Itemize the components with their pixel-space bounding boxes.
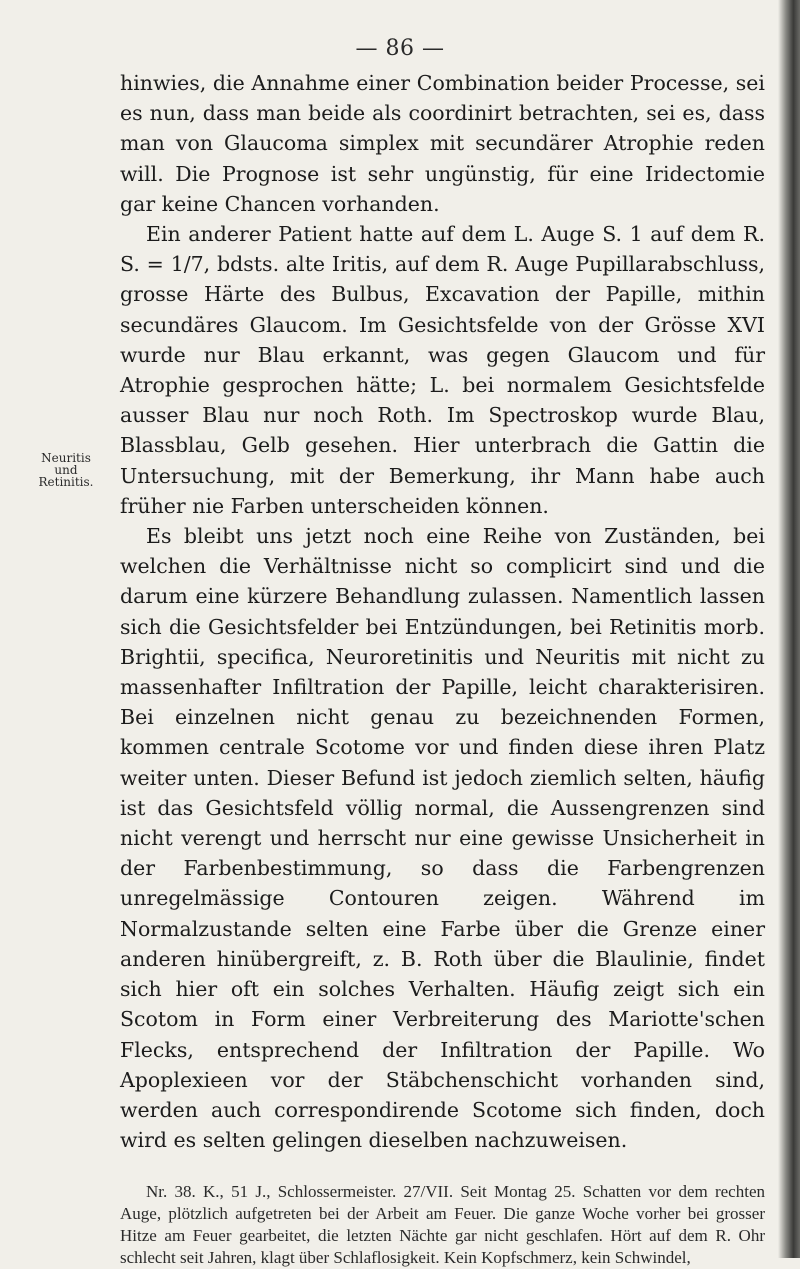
paragraph-1: hinwies, die Annahme einer Combination beider Processe, sei es nun, dass man beide als coordinirt betrachten, sei es, dass man von Glaucoma simplex mit secundärer Atrophie reden will. Die Prognose ist sehr ungünstig, für eine Iridectomie gar keine Chancen vorhanden. — [120, 71, 765, 216]
case-note: Nr. 38. K., 51 J., Schlossermeister. 27/VII. Seit Montag 25. Schatten vor dem rechten Auge, plötzlich aufgetreten bei der Arbeit am Feuer. Die ganze Woche vorher bei grosser Hitze am Feuer gearbeitet, die letzten Nächte gar nicht geschlafen. Hört auf dem R. Ohr schlecht seit Jahren, klagt über Schlaflosigkeit. Kein Kopfschmerz, kein Schwindel, — [120, 1182, 765, 1268]
paragraph-3: Es bleibt uns jetzt noch eine Reihe von Zuständen, bei welchen die Verhältnisse nicht so complicirt sind und die darum eine kürzere Behandlung zulassen. Namentlich lassen sich die Gesichtsfelder bei Entzündungen, bei Retinitis morb. Brightii, specifica, Neuroretinitis und Neuritis mit nicht zu massenhafter Infiltration der Papille, leicht charakterisiren. Bei einzelnen nicht genau zu bezeichnenden Formen, kommen centrale Scotome vor und finden diese ihren Platz weiter unten. Dieser Befund ist jedoch ziemlich selten, häufig ist das Gesichtsfeld völlig normal, die Aussengrenzen sind nicht verengt und herrscht nur eine gewisse Unsicherheit in der Farbenbestimmung, so dass die Farbengrenzen unregelmässige Contouren zeigen. Während im Normalzustande selten eine Farbe über die Grenze einer anderen hinübergreift, z. B. Roth über die Blaulinie, findet sich hier oft ein solches Verhalten. Häufig zeigt sich ein Scotom in Form einer Verbreiterung des Mariotte'schen Flecks, entsprechend der Infiltration der Papille. Wo Apoplexieen vor der Stäbchenschicht vorhanden sind, werden auch correspondirende Scotome sich finden, doch wird es selten gelingen dieselben nachzuweisen. — [120, 524, 765, 1153]
page-number: — 86 — — [355, 36, 445, 61]
page-edge-shadow — [778, 0, 800, 1258]
margin-note: Neuritis und Retinitis. — [38, 451, 94, 489]
body-text — [120, 68, 765, 1269]
paragraph-2: Ein anderer Patient hatte auf dem L. Auge S. 1 auf dem R. S. = 1/7, bdsts. alte Iritis, auf dem R. Auge Pupillarabschluss, grosse Härte des Bulbus, Excavation der Papille, mithin secundäres Glaucom. Im Gesichtsfelde von der Grösse XVI wurde nur Blau erkannt, was gegen Glaucom und für Atrophie gesprochen hätte; L. bei normalem Gesichtsfelde ausser Blau nur noch Roth. Im Spectroskop wurde Blau, Blassblau, Gelb gesehen. Hier unterbrach die Gattin die Untersuchung, mit der Bemerkung, ihr Mann habe auch früher nie Farben unterscheiden können. — [120, 222, 765, 518]
